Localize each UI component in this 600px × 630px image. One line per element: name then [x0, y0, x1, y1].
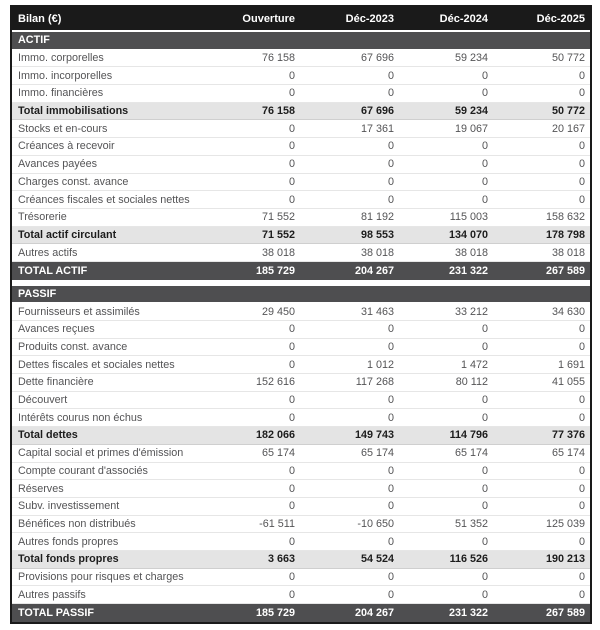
- cell-value: 0: [481, 69, 488, 82]
- cell-value: 0: [387, 464, 394, 477]
- cell-value: 0: [288, 411, 295, 424]
- cell-value: 0: [288, 158, 295, 171]
- table-row: [12, 303, 590, 321]
- cell-value: 0: [481, 588, 488, 601]
- cell-value: 0: [387, 394, 394, 407]
- cell-value: 0: [387, 535, 394, 548]
- table-row: [12, 156, 590, 174]
- table-row: [12, 209, 590, 227]
- cell-value: 1 012: [366, 358, 394, 371]
- cell-value: 1 472: [460, 358, 488, 371]
- row-label: Subv. investissement: [18, 500, 120, 513]
- cell-value: 0: [481, 158, 488, 171]
- row-label: TOTAL PASSIF: [18, 606, 94, 619]
- cell-value: 0: [288, 464, 295, 477]
- row-label: TOTAL ACTIF: [18, 264, 88, 277]
- table-row: [12, 244, 590, 262]
- cell-value: 125 039: [545, 517, 585, 530]
- table-row: [12, 191, 590, 209]
- column-header-dec-2023: Déc-2023: [345, 12, 394, 25]
- table-row: [12, 463, 590, 481]
- row-label: Avances reçues: [18, 323, 95, 336]
- cell-value: 0: [578, 175, 585, 188]
- cell-value: 178 798: [545, 228, 585, 241]
- cell-value: 267 589: [545, 264, 585, 277]
- column-header-ouverture: Ouverture: [242, 12, 295, 25]
- cell-value: 41 055: [551, 376, 585, 389]
- row-label: Dettes fiscales et sociales nettes: [18, 358, 175, 371]
- cell-value: 0: [578, 482, 585, 495]
- cell-value: 76 158: [261, 105, 295, 118]
- row-label: Autres actifs: [18, 246, 78, 259]
- row-label: Immo. corporelles: [18, 52, 104, 65]
- cell-value: 152 616: [255, 376, 295, 389]
- column-header-dec-2024: Déc-2024: [439, 12, 488, 25]
- cell-value: 29 450: [261, 305, 295, 318]
- cell-value: 0: [481, 175, 488, 188]
- cell-value: 0: [578, 323, 585, 336]
- row-label: Charges const. avance: [18, 175, 129, 188]
- cell-value: 38 018: [360, 246, 394, 259]
- table-row: [12, 174, 590, 192]
- cell-value: 65 174: [360, 447, 394, 460]
- cell-value: 267 589: [545, 606, 585, 619]
- cell-value: 81 192: [360, 211, 394, 224]
- row-label: Fournisseurs et assimilés: [18, 305, 140, 318]
- row-label: Créances à recevoir: [18, 140, 115, 153]
- section-header-row: [12, 286, 590, 304]
- cell-value: 59 234: [454, 52, 488, 65]
- cell-value: 231 322: [448, 264, 488, 277]
- cell-value: 0: [288, 588, 295, 601]
- row-label: Immo. incorporelles: [18, 69, 113, 82]
- table-title: Bilan (€): [18, 12, 62, 25]
- cell-value: 0: [578, 69, 585, 82]
- cell-value: 116 526: [449, 553, 488, 566]
- row-label: Réserves: [18, 482, 64, 495]
- cell-value: 0: [387, 140, 394, 153]
- table-row: [12, 50, 590, 68]
- row-label: Créances fiscales et sociales nettes: [18, 193, 190, 206]
- cell-value: 80 112: [455, 376, 488, 389]
- cell-value: 76 158: [261, 52, 295, 65]
- cell-value: 185 729: [255, 264, 295, 277]
- cell-value: 0: [288, 535, 295, 548]
- table-row: [12, 533, 590, 551]
- section-total-row: [12, 262, 590, 280]
- table-row: [12, 516, 590, 534]
- cell-value: 20 167: [551, 122, 585, 135]
- column-header-dec-2025: Déc-2025: [536, 12, 585, 25]
- cell-value: 0: [387, 69, 394, 82]
- table-row: [12, 445, 590, 463]
- cell-value: 0: [387, 87, 394, 100]
- cell-value: 182 066: [255, 429, 295, 442]
- cell-value: 31 463: [360, 305, 394, 318]
- row-label: Autres fonds propres: [18, 535, 119, 548]
- cell-value: 0: [481, 394, 488, 407]
- cell-value: 0: [578, 570, 585, 583]
- cell-value: 0: [387, 158, 394, 171]
- cell-value: 115 003: [449, 211, 488, 224]
- cell-value: 0: [578, 500, 585, 513]
- cell-value: 0: [578, 411, 585, 424]
- cell-value: 67 696: [360, 105, 394, 118]
- cell-value: 0: [481, 570, 488, 583]
- cell-value: 0: [481, 140, 488, 153]
- cell-value: 0: [578, 87, 585, 100]
- cell-value: 117 268: [355, 376, 394, 389]
- cell-value: 0: [481, 323, 488, 336]
- row-label: Avances payées: [18, 158, 98, 171]
- cell-value: 0: [481, 500, 488, 513]
- cell-value: 0: [578, 394, 585, 407]
- cell-value: 0: [288, 323, 295, 336]
- table-body: [12, 32, 590, 622]
- row-label: Produits const. avance: [18, 341, 128, 354]
- cell-value: 50 772: [551, 105, 585, 118]
- cell-value: 0: [288, 69, 295, 82]
- cell-value: 0: [578, 193, 585, 206]
- table-row: [12, 138, 590, 156]
- cell-value: 0: [288, 122, 295, 135]
- cell-value: 0: [288, 193, 295, 206]
- cell-value: 33 212: [454, 305, 488, 318]
- cell-value: 114 796: [449, 429, 488, 442]
- table-row: [12, 339, 590, 357]
- cell-value: 38 018: [454, 246, 488, 259]
- row-label: Intérêts courus non échus: [18, 411, 143, 424]
- cell-value: 0: [288, 175, 295, 188]
- cell-value: 34 630: [551, 305, 585, 318]
- row-label: Trésorerie: [18, 211, 67, 224]
- cell-value: 0: [288, 500, 295, 513]
- row-label: Découvert: [18, 394, 68, 407]
- cell-value: 0: [481, 411, 488, 424]
- row-label: ACTIF: [18, 34, 50, 47]
- cell-value: 0: [481, 535, 488, 548]
- cell-value: 77 376: [551, 429, 585, 442]
- cell-value: 158 632: [545, 211, 585, 224]
- cell-value: 0: [288, 87, 295, 100]
- cell-value: 0: [288, 341, 295, 354]
- table-row: [12, 227, 590, 245]
- cell-value: 134 070: [448, 228, 488, 241]
- cell-value: 71 552: [261, 211, 295, 224]
- cell-value: 1 691: [557, 358, 585, 371]
- cell-value: 0: [481, 87, 488, 100]
- row-label: PASSIF: [18, 287, 57, 300]
- cell-value: -10 650: [357, 517, 394, 530]
- cell-value: 0: [387, 570, 394, 583]
- table-row: [12, 103, 590, 121]
- table-row: [12, 480, 590, 498]
- cell-value: 3 663: [267, 553, 295, 566]
- section-total-row: [12, 604, 590, 622]
- table-row: [12, 85, 590, 103]
- cell-value: 0: [481, 464, 488, 477]
- table-row: [12, 586, 590, 604]
- table-row: [12, 498, 590, 516]
- row-label: Dette financière: [18, 376, 94, 389]
- table-row: [12, 356, 590, 374]
- table-row: [12, 392, 590, 410]
- cell-value: 0: [578, 464, 585, 477]
- cell-value: 51 352: [454, 517, 488, 530]
- cell-value: 19 067: [454, 122, 488, 135]
- cell-value: 0: [387, 482, 394, 495]
- cell-value: 0: [387, 500, 394, 513]
- cell-value: 0: [387, 588, 394, 601]
- cell-value: 185 729: [255, 606, 295, 619]
- cell-value: 65 174: [261, 447, 295, 460]
- row-label: Capital social et primes d'émission: [18, 447, 184, 460]
- cell-value: 0: [387, 323, 394, 336]
- table-row: [12, 374, 590, 392]
- cell-value: 0: [387, 193, 394, 206]
- cell-value: 54 524: [360, 553, 394, 566]
- cell-value: 65 174: [551, 447, 585, 460]
- row-label: Total fonds propres: [18, 553, 119, 566]
- cell-value: 0: [387, 411, 394, 424]
- cell-value: 204 267: [354, 264, 394, 277]
- cell-value: 38 018: [261, 246, 295, 259]
- row-label: Immo. financières: [18, 87, 104, 100]
- cell-value: 0: [288, 394, 295, 407]
- cell-value: 0: [481, 482, 488, 495]
- row-label: Stocks et en-cours: [18, 122, 108, 135]
- cell-value: 0: [578, 341, 585, 354]
- cell-value: 98 553: [360, 228, 394, 241]
- balance-sheet-table: [10, 5, 592, 624]
- cell-value: -61 511: [259, 517, 295, 530]
- row-label: Provisions pour risques et charges: [18, 570, 184, 583]
- row-label: Total immobilisations: [18, 105, 129, 118]
- row-label: Total dettes: [18, 429, 78, 442]
- table-row: [12, 551, 590, 569]
- cell-value: 149 743: [354, 429, 394, 442]
- cell-value: 0: [481, 193, 488, 206]
- cell-value: 65 174: [454, 447, 488, 460]
- table-row: [12, 321, 590, 339]
- table-row: [12, 569, 590, 587]
- cell-value: 0: [288, 140, 295, 153]
- cell-value: 190 213: [545, 553, 585, 566]
- row-label: Autres passifs: [18, 588, 86, 601]
- cell-value: 38 018: [551, 246, 585, 259]
- row-label: Compte courant d'associés: [18, 464, 148, 477]
- cell-value: 0: [578, 140, 585, 153]
- cell-value: 0: [288, 570, 295, 583]
- section-header-row: [12, 32, 590, 50]
- table-row: [12, 409, 590, 427]
- cell-value: 59 234: [454, 105, 488, 118]
- table-row: [12, 120, 590, 138]
- cell-value: 0: [288, 482, 295, 495]
- row-label: Bénéfices non distribués: [18, 517, 136, 530]
- cell-value: 0: [578, 588, 585, 601]
- cell-value: 0: [578, 158, 585, 171]
- cell-value: 0: [481, 341, 488, 354]
- table-row: [12, 427, 590, 445]
- cell-value: 0: [387, 341, 394, 354]
- cell-value: 0: [387, 175, 394, 188]
- row-label: Total actif circulant: [18, 228, 117, 241]
- cell-value: 67 696: [360, 52, 394, 65]
- cell-value: 0: [578, 535, 585, 548]
- table-header-row: [12, 7, 590, 32]
- cell-value: 231 322: [448, 606, 488, 619]
- table-row: [12, 67, 590, 85]
- cell-value: 50 772: [551, 52, 585, 65]
- cell-value: 17 361: [360, 122, 394, 135]
- cell-value: 204 267: [354, 606, 394, 619]
- cell-value: 0: [288, 358, 295, 371]
- cell-value: 71 552: [261, 228, 295, 241]
